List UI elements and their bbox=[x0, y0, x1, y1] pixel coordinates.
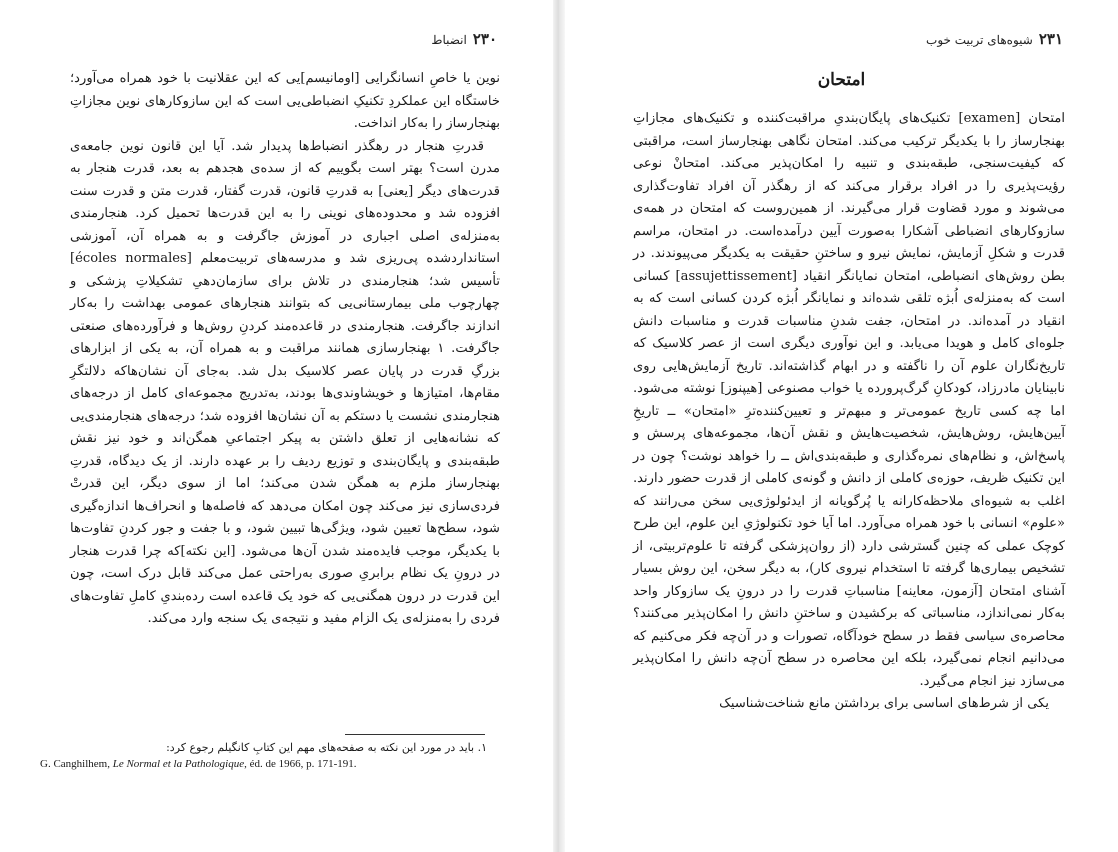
right-body-text bbox=[633, 108, 1065, 716]
right-page-number: ۲۳۱ bbox=[1038, 30, 1063, 48]
left-running-head bbox=[431, 30, 497, 50]
footnote-author: G. Canghilhem, bbox=[40, 758, 113, 770]
right-page bbox=[565, 0, 1118, 852]
right-running-head bbox=[926, 30, 1063, 50]
section-title: امتحان bbox=[817, 70, 866, 90]
left-page bbox=[0, 0, 553, 852]
right-paragraph-2: یکی از شرط‌های اساسی برای برداشتن مانع شناخت‌شناسیک bbox=[719, 696, 1049, 711]
left-paragraph-2: قدرتِ هنجار در رهگذر انضباط‌ها پدیدار شد. آیا این قانون نوین جامعه‌ی مدرن است؟ بهتر است بگوییم که از سده‌ی هجدهم به بعد، قدرت هنجار به قدرت‌های دیگر [یعنی] به قدرتِ قانون، قدرت گفتار، قدرت متن و قدرت سنت افزوده شد و محدوده‌های نوینی را به این قدرت‌ها تحمیل کرد. هنجارمندی به‌منزله‌ی اصلی اجباری در آموزش جاگرفت و به همراه آن، آموزشی استانداردشده پی‌ریزی شد و مدرسه‌های تربیت‌معلم [écoles normales] تأسیس شد؛ هنجارمندی در تلاش برای سازمان‌دهیِ تشکیلاتِ پزشکی و چهارچوب ملی بیمارستانی‌یی که بتوانند هنجارهای عمومی بهداشت را به‌کار اندازند جاگرفت. هنجارمندی در قاعده‌مند کردنِ روش‌ها و فرآورده‌های صنعتی جاگرفت. ۱ بهنجارسازی همانند مراقبت و به همراه آن، به یکی از ابزارهای بزرگِ قدرت در پایان عصر کلاسیک بدل شد. به‌جای آن نشان‌هاکه دلالتگرِ مقام‌ها، امتیازها و خویشاوندی‌ها بودند، به‌تدریج مجموعه‌ای کامل از درجه‌های هنجارمندی نشست یا دستکم به آن نشان‌ها افزوده شد؛ درجه‌های هنجارمندی‌یی که نشانه‌هایی از تعلق داشتن به پیکر اجتماعیِ همگن‌اند و خود نیز نقش طبقه‌بندی و پایگان‌بندی و توزیع ردیف را بر عهده دارند. از یک دیدگاه، قدرتِ بهنجارساز ملزم به همگن شدن می‌کند؛ اما از سوی دیگر، این قدرتْ فردی‌سازی نیز می‌کند چون امکان می‌دهد که فاصله‌ها و انحراف‌ها اندازه‌گیری شود، سطح‌ها تعیین شود، ویژگی‌ها تبیین شود، و با جفت و جور کردنِ تفاوت‌ها با یکدیگر، موجب فایده‌مند شدن آن‌ها می‌شود. [این نکته]که چرا قدرت هنجار در درونِ یک نظام برابریِ صوری به‌راحتی عمل می‌کند قابل درک است، چون این قدرت در درون همگنی‌یی که خود یک قاعده است رده‌بندیِ کاملِ تفاوت‌های فردی را به‌منزله‌ی یک الزام مفید و نتیجه‌ی یک سنجه وارد می‌کند. bbox=[70, 138, 500, 626]
footnote-book-title: Le Normal et la Pathologique bbox=[112, 758, 245, 770]
left-paragraph-1: نوین یا خاصِ انسانگرایی [اومانیسم]یی که این عقلانیت با خود همراه می‌آورد؛ خاستگاه این عملکردِ تکنیکِ انضباطی‌یی است که این سازوکارهای نوین مجازاتِ بهنجارساز را به‌کار انداخت. bbox=[70, 71, 500, 131]
left-body-text bbox=[70, 68, 500, 631]
book-gutter bbox=[553, 0, 565, 852]
footnote-persian: ۱. باید در مورد این نکته به صفحه‌های مهم این کتابِ کانگیلم رجوع کرد: bbox=[166, 741, 487, 754]
footnote bbox=[40, 740, 487, 772]
left-page-number: ۲۳۰ bbox=[472, 30, 497, 48]
right-running-title: شیوه‌های تربیت خوب bbox=[926, 33, 1033, 47]
left-running-title: انضباط bbox=[431, 33, 467, 47]
footnote-rule bbox=[345, 734, 485, 735]
footnote-edition: , éd. de 1966, p. 171-191. bbox=[244, 758, 357, 770]
right-paragraph-1: امتحان [examen] تکنیک‌های پایگان‌بندیِ مراقبت‌کننده و تکنیک‌های مجازاتِ بهنجارساز را با یکدیگر ترکیب می‌کند. امتحان نگاهی بهنجارساز است، مراقبتی که کیفیت‌سنجی، طبقه‌بندی و تنبیه را امکان‌پذیر می‌کند. امتحانْ نوعی رؤیت‌پذیری را در افراد برقرار می‌کند که از رهگذر آن افراد تفاوت‌گذاری می‌شوند و مورد قضاوت قرار می‌گیرند. از همین‌روست که امتحان در همه‌ی سازوکارهای انضباطی آشکارا به‌صورت آیین درآمده‌است. در امتحان، مراسم قدرت و شکلِ آزمایش، نمایش نیرو و ساختنِ حقیقت به یکدیگر می‌پیوندند. در بطن روش‌های انضباطی، امتحان نمایانگر انقیاد [assujettissement] کسانی است که به‌منزله‌ی اُبژه تلقی شده‌اند و نمایانگر اُبژه کردن کسانی است که به انقیاد در آمده‌اند. در امتحان، جفت شدنِ مناسبات قدرت و مناسبات دانش جلوه‌ای کامل و هویدا می‌یابد. و این نوآوری دیگری است از عصر کلاسیک که تاریخ‌نگاران علوم آن را ناگفته و در ابهام گذاشته‌اند. تاریخ آزمایش‌هایی روی نابینایان مادرزاد، کودکانِ گرگ‌پرورده یا خواب مصنوعی [هیپنوز] نوشته می‌شود. اما چه کسی تاریخ عمومی‌تر و مبهم‌تر و تعیین‌کننده‌ترِ «امتحان» ــ تاریخِ آیین‌هایش، روش‌هایش، شخصیت‌هایش و نقش آن‌ها، مجموعه‌های پرسش و پاسخ‌اش، و نظام‌های نمره‌گذاری و طبقه‌بندی‌اش ــ را خواهد نوشت؟ چون در این تکنیک ظریف، حوزه‌ی کاملی از دانش و گونه‌ی کاملی از قدرت حضور دارند. اغلب به شیوه‌ای ملاحظه‌کارانه یا پُرگویانه از ایدئولوژی‌یی سخن می‌رانند که «علوم» انسانی با خود همراه می‌آورد. اما آیا خود تکنولوژیِ این علوم، این طرح کوچک عملی که چنین گسترشی دارد (از روان‌پزشکی گرفته تا علوم‌تربیتی، از تشخیص بیماری‌ها گرفته تا استخدام نیروی کار)، به دیگر سخن، این روش بسیار آشنای امتحان [آزمون، معاینه] مناسباتِ قدرت را در درونِ یک سازوکار واحد به‌کار نمی‌اندازد، مناسباتی که برکشیدن و ساختنِ دانش را امکان‌پذیر می‌کنند؟ محاصره‌ی سیاسی فقط در سطح خودآگاه، تصورات و در آن‌چه فکر می‌کنیم که می‌دانیم انجام نمی‌گیرد، بلکه این محاصره در سطح آن‌چه دانش را امکان‌پذیر می‌سازد نیز انجام می‌گیرد. bbox=[633, 111, 1066, 689]
footnote-citation bbox=[40, 756, 487, 772]
